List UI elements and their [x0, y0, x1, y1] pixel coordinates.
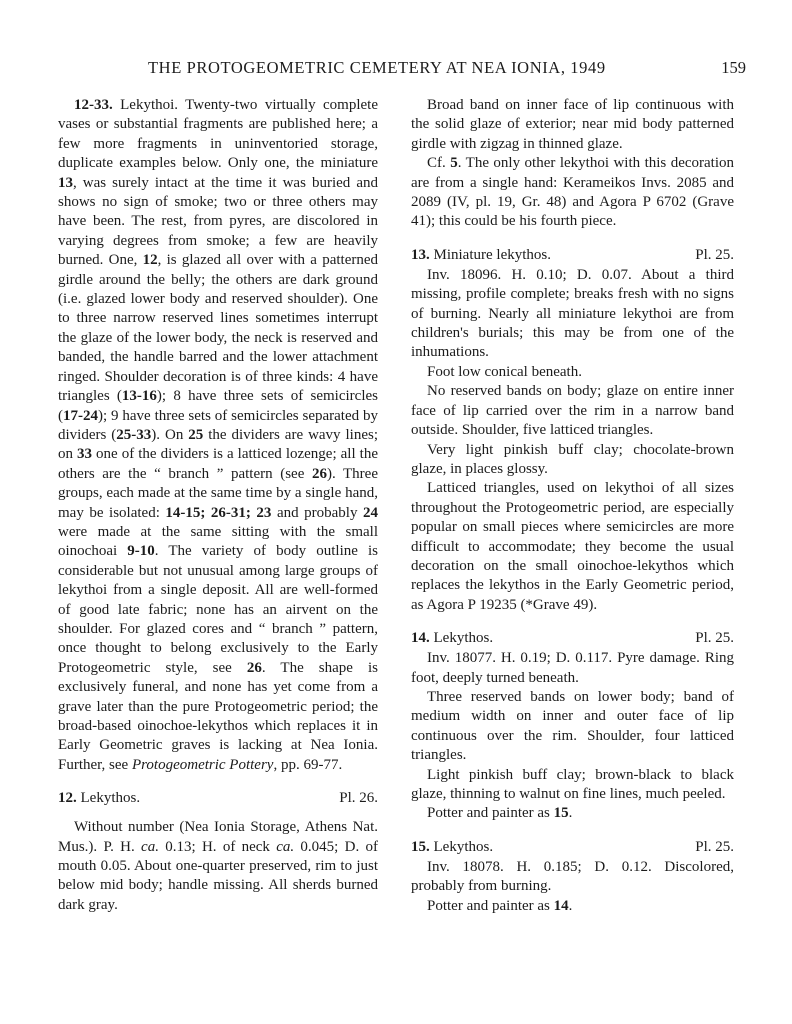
cross-ref: 25-33	[116, 426, 152, 443]
entry-14-fabric: Light pinkish buff clay; brown-black to black glaze, thinning to walnut on fine lines, much peeled.	[411, 766, 734, 802]
cross-ref: 25	[188, 426, 204, 443]
cross-ref: 5	[450, 155, 458, 172]
entry-13-foot: Foot low conical beneath.	[427, 363, 582, 380]
entry-12-comparanda: Cf. 5. The only other lekythoi with this decoration are from a single hand: Kerameikos Invs. 2085 and 2089 (IV, pl. 19, Gr. 48) and Agora P 6702 (Grave 41); this could be his fourth piece.	[411, 155, 735, 230]
entry-number: 12-33.	[74, 97, 113, 113]
cross-ref: 26	[311, 465, 327, 482]
cross-ref: 14	[553, 897, 569, 914]
entry-15-inventory: Inv. 18078. H. 0.185; D. 0.12. Discolored, probably from burning.	[411, 858, 734, 895]
entry-15-attribution: Potter and painter as 14.	[427, 897, 573, 914]
entry-13-heading	[411, 246, 734, 266]
entry-12-decoration: Broad band on inner face of lip continuous with the solid glaze of exterior; near mid body patterned girdle with zigzag in thinned glaze.	[411, 97, 734, 152]
entry-13-decoration: No reserved bands on body; glaze on entire inner face of lip carried over the rim in a narrow band outside. Shoulder, five latticed triangles.	[411, 383, 734, 439]
running-title: THE PROTOGEOMETRIC CEMETERY AT NEA IONIA, 1949	[148, 58, 606, 77]
entry-title: Miniature lekythos.	[433, 246, 551, 263]
right-column	[411, 96, 734, 916]
entry-title: Lekythos.	[433, 838, 494, 855]
entry-12-heading	[58, 789, 378, 809]
entry-13-discussion: Latticed triangles, used on lekythoi of all sizes throughout the Protogeometric period, are especially popular on small pieces where semicircles are more difficult to accommodate; they become the usual decoration on the small oinochoe-lekythos which replaces the lekythos in the Early Geometric period, as Agora P 19235 (*Grave 49).	[411, 480, 734, 613]
cross-ref: 26	[246, 659, 262, 676]
cross-ref: 33	[77, 446, 93, 463]
cross-ref: 24	[363, 504, 378, 521]
plate-reference: Pl. 25.	[695, 246, 734, 263]
entry-number: 12.	[58, 790, 77, 807]
entry-number: 15.	[411, 838, 430, 855]
cross-ref: 15	[553, 805, 569, 822]
cross-ref: 9-10	[127, 543, 155, 560]
entry-15-heading	[411, 838, 734, 858]
cross-ref: 13-16	[121, 388, 157, 405]
entry-14-inventory: Inv. 18077. H. 0.19; D. 0.117. Pyre damage. Ring foot, deeply turned beneath.	[411, 650, 734, 686]
lekythoi-intro-paragraph: 12-33. Lekythoi. Twenty-two virtually complete vases or substantial fragments are published here; a few more fragments in uninventoried storage, duplicate examples below. Only one, the miniature 13, was surely intact at the time it was buried and shows no sign of smoke; two or three others may have been. The rest, from pyres, are discolored in varying degrees from smoke; a few are heavily burned. One, 12, is glazed all over with a patterned girdle around the belly; the others are dark ground (i.e. glazed lower body and reserved shoulder). One to three narrow reserved lines sometimes interrupt the glaze of the lower body, the neck is reserved and banded, the handle barred and the lower attachment ringed. Shoulder decoration is of three kinds: 4 have triangles (13-16); 8 have three sets of semicircles (17-24); 9 have three sets of semicircles separated by dividers (25-33). On 25 the dividers are wavy lines; on 33 one of the dividers is a latticed lozenge; all the others are the “ branch ” pattern (see 26). Three groups, each made at the same time by a single hand, may be isolated: 14-15; 26-31; 23 and probably 24 were made at the same sitting with the small oinochoai 9-10. The variety of body outline is considerable but not unusual among large groups of lekythoi from a single deposit. All are well-formed of good late fabric; none has an airvent on the shoulder. For glazed cores and “ branch ” pattern, once thought to belong exclusively to the Early Protogeometric style, see 26. The shape is exclusively funeral, and none has yet come from a grave later than the pure Protogeometric period; the broad-based oinochoe-lekythos which replaces it in Early Geometric graves is lacking at Nea Ionia. Further, see Protogeometric Pottery, pp. 69-77.	[58, 97, 379, 773]
entry-title: Lekythos.	[433, 630, 494, 647]
entry-12-description: Without number (Nea Ionia Storage, Athens Nat. Mus.). P. H. ca. 0.13; H. of neck ca. 0.045; D. of mouth 0.05. About one-quarter preserved, rim to just below mid body; handle missing. All sherds burned dark gray.	[58, 819, 378, 913]
entry-title: Lekythos.	[80, 790, 141, 807]
entry-13-inventory: Inv. 18096. H. 0.10; D. 0.07. About a third missing, profile complete; breaks fresh with no signs of burning. Nearly all miniature lekythoi are from children's burials; this may be from one of the inhumations.	[411, 266, 734, 361]
plate-reference: Pl. 25.	[695, 838, 734, 855]
left-column	[58, 96, 378, 915]
entry-13-fabric: Very light pinkish buff clay; chocolate-brown glaze, in places glossy.	[411, 441, 734, 477]
plate-reference: Pl. 26.	[339, 790, 378, 807]
entry-14-attribution: Potter and painter as 15.	[427, 805, 573, 822]
plate-reference: Pl. 25.	[695, 630, 734, 647]
running-head	[56, 58, 746, 80]
cross-ref: 13	[58, 174, 73, 191]
cross-ref: 14-15; 26-31; 23	[165, 504, 272, 521]
entry-number: 14.	[411, 630, 430, 647]
cross-ref: 17-24	[63, 407, 98, 424]
entry-14-decoration: Three reserved bands on lower body; band of medium width on inner and outer face of lip continuous over the rim. Shoulder, four latticed triangles.	[411, 688, 734, 764]
cross-ref: 12	[142, 252, 158, 269]
book-title: Protogeometric Pottery	[131, 756, 274, 773]
entry-14-heading	[411, 629, 734, 649]
page-number: 159	[721, 58, 746, 77]
entry-number: 13.	[411, 246, 430, 263]
